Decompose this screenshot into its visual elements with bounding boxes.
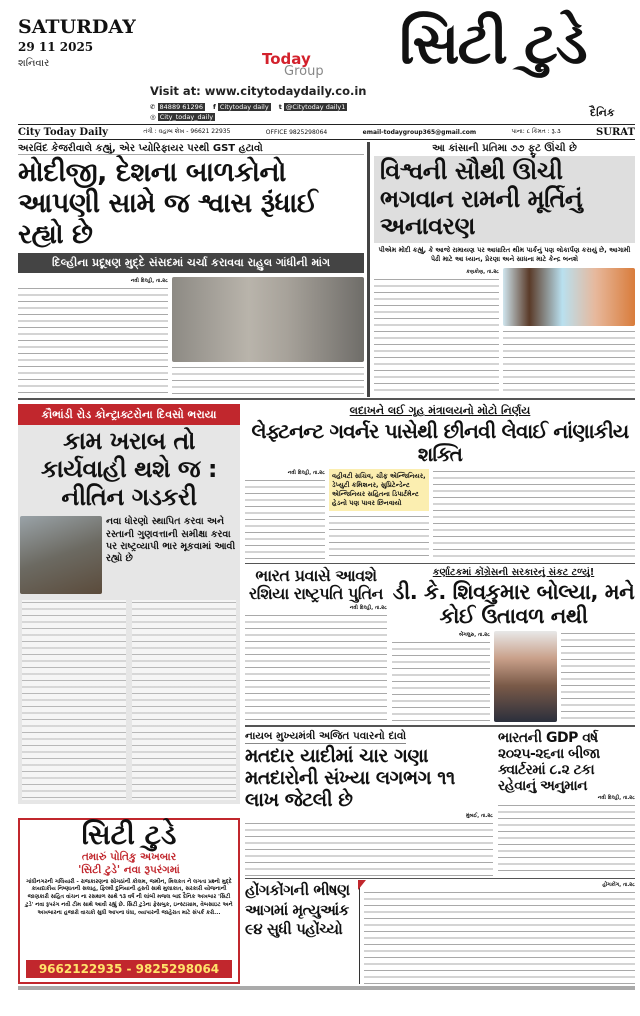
pawar-body-text bbox=[245, 821, 493, 876]
editor-info: તંત્રી : વહાબ શેખ - 96621 22935 bbox=[143, 128, 231, 135]
divider bbox=[245, 563, 635, 564]
whatsapp-link[interactable]: ✆ 84889 61296 bbox=[150, 103, 203, 111]
office-phone: OFFICE 9825298064 bbox=[265, 128, 328, 136]
ad-title-2: 'સિટી ટુડે' નવા રૂપરંગમાં bbox=[78, 863, 180, 876]
karnataka-dateline: બેંગલુરુ, તા.૨૮ bbox=[459, 632, 490, 639]
karnataka-story bbox=[392, 567, 635, 722]
city-today-ad[interactable] bbox=[18, 818, 240, 984]
hongkong-story bbox=[245, 881, 635, 984]
ram-dateline: કણકોણ, તા.૨૮ bbox=[466, 268, 499, 275]
putin-dateline: નવી દિલ્હી, તા.૨૮ bbox=[349, 604, 387, 611]
facebook-icon: f bbox=[212, 103, 216, 111]
ram-story bbox=[374, 143, 635, 395]
gadkari-headline: કામ ખરાબ તો કાર્યવાહી થશે જ : નીતિન ગડકરી bbox=[40, 427, 218, 511]
ladakh-body-text bbox=[245, 478, 325, 561]
red-corner-mark bbox=[358, 880, 366, 890]
karnataka-headline: ડી. કે. શિવકુમાર બોલ્યા, મને કોઈ ઉતાવળ નથી bbox=[392, 580, 635, 629]
paper-name: City Today Daily bbox=[18, 126, 108, 138]
divider bbox=[245, 878, 635, 879]
pawar-dateline: મુંબઈ, તા.૨૮ bbox=[465, 812, 493, 819]
email-info[interactable]: email-todaygroup365@gmail.com bbox=[362, 128, 477, 136]
karnataka-body-text bbox=[392, 640, 490, 722]
ladakh-kicker: લદાખને લઈ ગૃહ મંત્રાલયનો મોટો નિર્ણય bbox=[349, 404, 531, 417]
gdp-headline: ભારતની GDP વર્ષ ૨૦૨૫-૨૬ના બીજા ક્વાર્ટરમાં ૮.૨ ટકા રહેવાનું અનુમાન bbox=[498, 730, 600, 795]
ad-phone-numbers[interactable]: 9662122935 - 9825298064 bbox=[26, 960, 232, 978]
gdp-dateline: નવી દિલ્હી, તા.૨૮ bbox=[597, 795, 635, 802]
delhi-dateline: નવી દિલ્હી, તા.૨૮ bbox=[130, 278, 168, 285]
pawar-story bbox=[245, 730, 493, 876]
gadkari-body-text bbox=[22, 600, 126, 800]
ladakh-body-text-3 bbox=[433, 469, 635, 561]
pawar-kicker: નાયબ મુખ્યમંત્રી અજિત પવારનો દાવો bbox=[245, 730, 407, 742]
today-group-logo: Today Group bbox=[262, 50, 324, 79]
ad-body: ગાંધીનગરની ગલિયારી - રાજકારણના સોગઠાંની કોલમ, જમીન, મિલકત ને લગતા પ્રશ્નો મુદ્દે કાયદાકીય નિષ્ણાતની સલાહ, ફિલ્મી દુનિયાની હસ્તી સાથે મુલાકાત, સરકારી યોજનાની જાણકારી સહિત વાંચન ના રસથાળ સાથે ૧૩ વર્ષ ની લાંબી મજલ બાદ દૈનિક અખબાર 'સિટી ટુડે' નવા રૂપરંગ નવી ટીમ સાથે આવી રહ્યું છે. સિટી ટુડેના ફેસબુક, ઇન્સ્ટાગ્રામ, વેબસાઇટ અને અખબારના હજારો વાચકો સુધી આપના ધંધા, વ્યાપારની જાહેરાત માટે સંપર્ક કરો... bbox=[25, 878, 233, 916]
delhi-story bbox=[18, 143, 364, 395]
ladakh-highlight-box: વહીવટી સચિવ, ચીફ એન્જિનિયર, ડેપ્યુટી કમિશનર, સુપ્રિટેન્ડેન્ટ એન્જિનિયર સહિતના ડિપાર્ટમેન્ટ હેડનો પણ પાવર છિનવાયો bbox=[329, 469, 429, 511]
day-gujarati: શનિવાર bbox=[18, 58, 50, 69]
gdp-body-text bbox=[498, 803, 635, 876]
gadkari-photo-caption: નવા ધોરણો સ્થાપિત કરવા અને રસ્તાની ગુણવત્તાની સમીક્ષા કરવા પર રાષ્ટ્રવ્યાપી ભાર મૂકવામાં આવી રહ્યો છે bbox=[106, 516, 236, 565]
hongkong-dateline: હોંગકોંગ, તા.૨૮ bbox=[602, 882, 635, 888]
ram-body-text-2 bbox=[503, 329, 635, 395]
city-label: SURAT bbox=[596, 126, 635, 138]
ladakh-body-text-2 bbox=[329, 514, 429, 561]
divider bbox=[359, 881, 360, 984]
delhi-headline: મોદીજી, દેશના બાળકોનો આપણી સામે જ શ્વાસ રૂંધાઈ રહ્યો છે bbox=[18, 157, 318, 251]
twitter-link[interactable]: t @Citytoday daily1 bbox=[278, 103, 346, 111]
ram-subheadline: પીએમ મોદી કહ્યું, કે આજે રામાયણ પર આધારિત થીમ પાર્કનું પણ લોકાર્પણ કરાયું છે, આગામી પેઢી માટે આ ધ્યાન, પ્રેરણા અને સાધના માટે કેન્દ્ર બનશે bbox=[378, 245, 631, 263]
page-bottom-rule bbox=[18, 986, 635, 990]
facebook-link[interactable]: f Citytoday daily bbox=[212, 103, 269, 111]
ram-headline: વિશ્વની સૌથી ઊંચી ભગવાન રામની મૂર્તિનું અનાવરણ bbox=[374, 156, 635, 243]
ram-statue-modi-photo bbox=[503, 268, 635, 326]
gdp-story bbox=[498, 730, 635, 876]
gadkari-kicker-bar: કૌભાંડી રોડ કોન્ટ્રાક્ટરોના દિવસો ભરાયા bbox=[18, 404, 240, 425]
ad-title-1: તમારું પોતિકુ અખબાર bbox=[81, 850, 177, 863]
website-link[interactable]: Visit at: www.citytodaydaily.co.in bbox=[150, 84, 367, 98]
ladakh-dateline: નવી દિલ્હી, તા.૨૮ bbox=[287, 470, 325, 476]
putin-story bbox=[245, 567, 387, 722]
ram-body-text bbox=[374, 277, 499, 395]
whatsapp-icon: ✆ bbox=[150, 103, 156, 111]
instagram-icon: ◎ bbox=[150, 113, 156, 121]
shivakumar-photo bbox=[494, 631, 557, 722]
hongkong-headline: હોંગકોંગની ભીષણ આગમાં મૃત્યુઆંક ૯૪ સુધી પહોંચ્યો bbox=[245, 881, 350, 938]
section-divider bbox=[18, 398, 635, 400]
twitter-icon: t bbox=[278, 103, 282, 111]
column-divider bbox=[367, 142, 370, 397]
hongkong-body-text bbox=[364, 890, 635, 984]
gadkari-body-text-2 bbox=[132, 600, 236, 800]
gadkari-box bbox=[18, 404, 240, 804]
date-label: 29 11 2025 bbox=[18, 40, 94, 54]
day-label: SATURDAY bbox=[18, 16, 136, 38]
divider bbox=[245, 725, 635, 727]
pages-price: પાના: ૮ કિંમત : રૂ.૩ bbox=[511, 128, 561, 135]
masthead-title: સિટી ટુડે bbox=[399, 9, 586, 77]
info-bar bbox=[18, 124, 635, 140]
karnataka-body-text-2 bbox=[561, 631, 635, 722]
instagram-link[interactable]: ◎ City_today_daily bbox=[150, 113, 214, 121]
ladakh-headline: લેફ્ટનન્ટ ગવર્નર પાસેથી છીનવી લેવાઈ નાંણાકીય શક્તિ bbox=[251, 419, 629, 466]
social-row bbox=[150, 103, 350, 121]
delhi-body-text-2 bbox=[172, 365, 364, 395]
pawar-headline: મતદાર યાદીમાં ચાર ગણા મતદારોની સંખ્યા લગભગ ૧૧ લાખ જેટલી છે bbox=[245, 745, 455, 811]
ladakh-story bbox=[245, 404, 635, 561]
delhi-body-text bbox=[18, 286, 168, 395]
delhi-kicker: અરવિંદ કેજરીવાલે કહ્યું, એર પ્યોરિફાયર પરથી GST હટાવો bbox=[18, 143, 364, 155]
delhi-subheadline-bar: દિલ્હીના પ્રદૂષણ મુદ્દે સંસદમાં ચર્ચા કરાવવા રાહુલ ગાંધીની માંગ bbox=[18, 253, 364, 273]
road-photo bbox=[20, 516, 102, 594]
karnataka-kicker: કર્ણાટકમાં કોંગ્રેસની સરકારનું સંકટ ટળ્યું! bbox=[432, 567, 595, 578]
ad-logo: સિટી ટુડે bbox=[81, 818, 177, 851]
masthead-subtitle: દૈનિક bbox=[590, 106, 615, 119]
kejriwal-rahul-photo bbox=[172, 277, 364, 362]
putin-headline: ભારત પ્રવાસે આવશે રશિયા રાષ્ટ્રપતિ પુતિન bbox=[249, 566, 383, 604]
putin-body-text bbox=[245, 613, 387, 722]
ram-kicker: આ કાંસાની પ્રતિમા ૭૭ ફૂટ ઊંચી છે bbox=[432, 143, 577, 154]
